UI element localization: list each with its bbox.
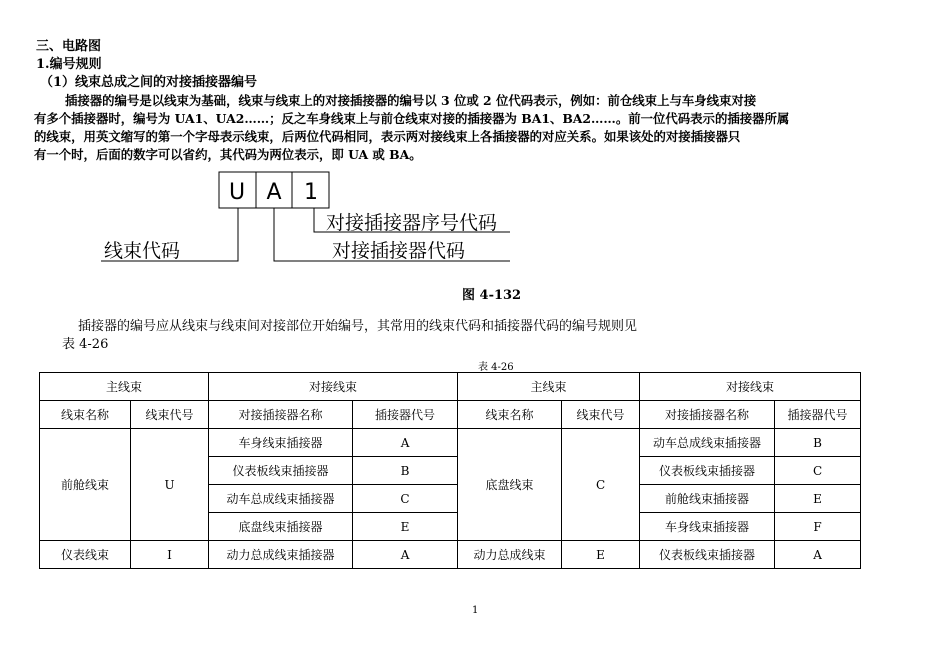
- table-cell: B: [353, 457, 458, 485]
- table-group-header-row: [40, 373, 861, 401]
- group-header: 主线束: [40, 373, 209, 401]
- group-header: 对接线束: [640, 373, 861, 401]
- table-cell: 仪表线束: [40, 541, 131, 569]
- table-cell: C: [562, 429, 640, 541]
- page-number: 1: [472, 605, 479, 616]
- table-cell: C: [775, 457, 861, 485]
- column-header: 线束代号: [562, 401, 640, 429]
- table-cell: F: [775, 513, 861, 541]
- label-sequence-code: 对接插接器序号代码: [326, 212, 498, 234]
- subsection-title: 1.编号规则: [36, 57, 102, 72]
- table-cell: U: [131, 429, 209, 541]
- group-header: 主线束: [458, 373, 640, 401]
- column-header: 插接器代号: [775, 401, 861, 429]
- column-header: 插接器代号: [353, 401, 458, 429]
- paragraph-line: 插接器的编号是以线束为基础，线束与线束上的对接插接器的编号以 3 位或 2 位代码表示，例如：前仓线束上与车身线束对接: [65, 93, 757, 108]
- table-cell: A: [353, 541, 458, 569]
- column-header: 对接插接器名称: [209, 401, 353, 429]
- table-cell: 车身线束插接器: [209, 429, 353, 457]
- table-column-header-row: [40, 401, 861, 429]
- paragraph-line: 有多个插接器时，编号为 UA1、UA2……；反之车身线束上与前仓线束对接的插接器为 BA1、BA2……。前一位代码表示的插接器所属: [34, 111, 790, 126]
- table-cell: B: [775, 429, 861, 457]
- code-sequence: 1: [304, 180, 318, 205]
- column-header: 线束名称: [458, 401, 562, 429]
- table-cell: E: [775, 485, 861, 513]
- code-harness: U: [228, 180, 246, 205]
- harness-code-table: [39, 372, 861, 569]
- table-cell: 仪表板线束插接器: [640, 541, 775, 569]
- paragraph-line: 插接器的编号应从线束与线束间对接部位开始编号，其常用的线束代码和插接器代码的编号规则见: [78, 319, 638, 334]
- table-cell: 前舱线束: [40, 429, 131, 541]
- table-row: [40, 541, 861, 569]
- table-intro-paragraph: [62, 318, 822, 354]
- column-header: 线束代号: [131, 401, 209, 429]
- table-cell: 动力总成线束插接器: [209, 541, 353, 569]
- group-header: 对接线束: [209, 373, 458, 401]
- paragraph-line: 表 4-26: [62, 337, 109, 352]
- table-cell: 前舱线束插接器: [640, 485, 775, 513]
- table-cell: 仪表板线束插接器: [209, 457, 353, 485]
- table-cell: 底盘线束: [458, 429, 562, 541]
- section-title: 三、电路图: [36, 39, 102, 54]
- paragraph-line: 的线束，用英文缩写的第一个字母表示线束，后两位代码相同，表示两对接线束上各插接器的对应关系。如果该处的对接插接器只: [34, 129, 741, 144]
- table-row: [40, 429, 861, 457]
- table-caption: 表 4-26: [478, 362, 514, 373]
- table-cell: A: [353, 429, 458, 457]
- paragraph-line: 有一个时，后面的数字可以省约，其代码为两位表示，即 UA 或 BA。: [34, 147, 422, 162]
- label-connector-code: 对接插接器代码: [332, 240, 466, 262]
- table-cell: 仪表板线束插接器: [640, 457, 775, 485]
- table-cell: 动车总成线束插接器: [209, 485, 353, 513]
- table-cell: A: [775, 541, 861, 569]
- label-harness-code: 线束代码: [104, 240, 181, 262]
- table-cell: 底盘线束插接器: [209, 513, 353, 541]
- table-cell: 动车总成线束插接器: [640, 429, 775, 457]
- column-header: 对接插接器名称: [640, 401, 775, 429]
- code-connector: A: [266, 180, 282, 205]
- table-cell: 车身线束插接器: [640, 513, 775, 541]
- table-cell: 动力总成线束: [458, 541, 562, 569]
- table-cell: E: [562, 541, 640, 569]
- table-cell: E: [353, 513, 458, 541]
- figure-caption: 图 4-132: [462, 288, 522, 303]
- column-header: 线束名称: [40, 401, 131, 429]
- subsubsection-title: （1）线束总成之间的对接插接器编号: [40, 75, 258, 90]
- table-cell: I: [131, 541, 209, 569]
- table-cell: C: [353, 485, 458, 513]
